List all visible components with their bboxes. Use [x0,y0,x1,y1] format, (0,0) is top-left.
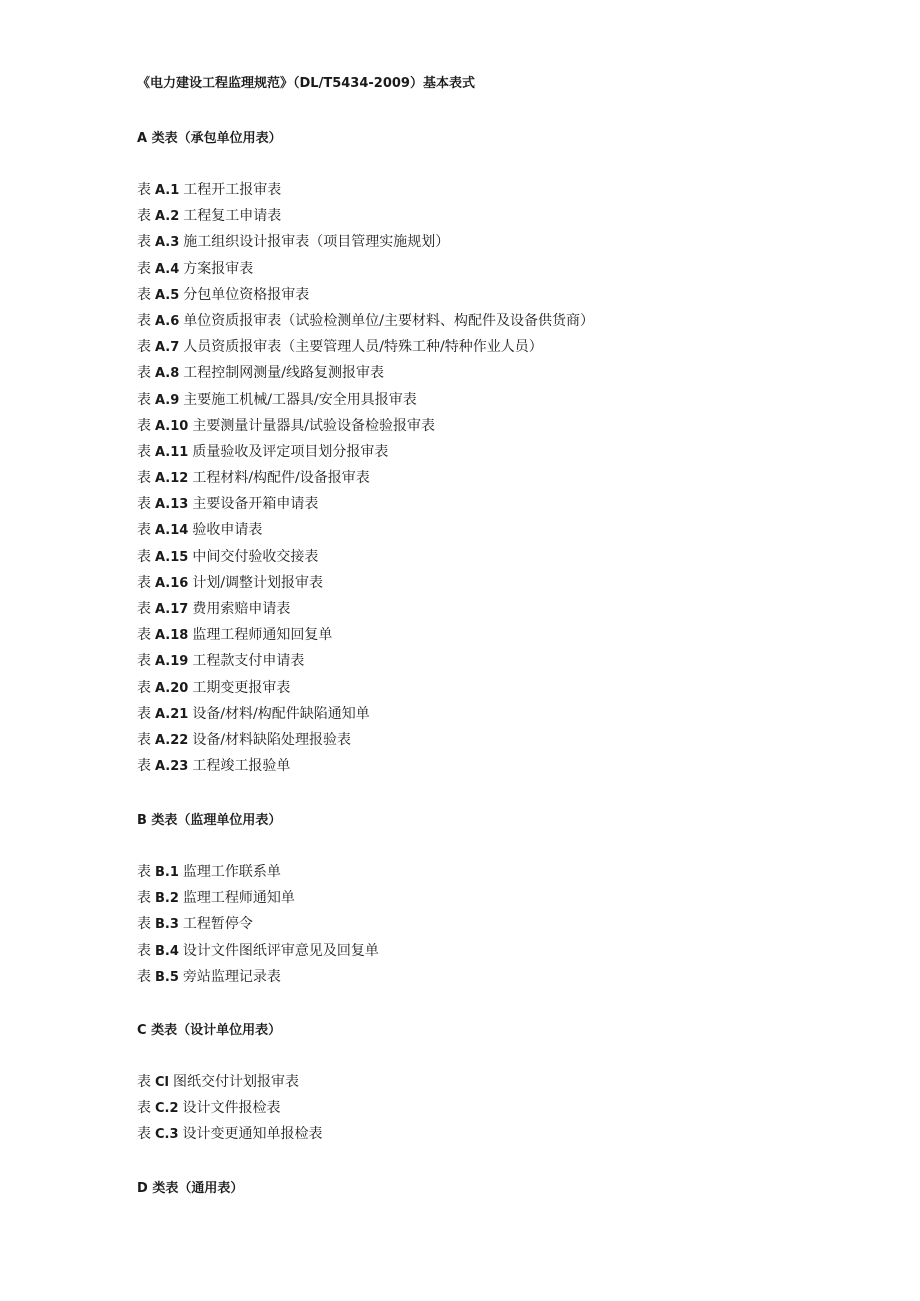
section-heading-a: A 类表（承包单位用表） [137,131,282,146]
item-name: 设备/材料/构配件缺陷通知单 [192,705,370,722]
item-name: 人员资质报审表（主要管理人员/特殊工种/特种作业人员） [183,339,543,356]
item-code: A.21 [155,706,189,722]
item-name: 工程竣工报验单 [192,758,291,775]
form-list-item [137,914,379,940]
item-prefix: 表 [137,391,151,408]
item-name: 图纸交付计划报审表 [173,1074,299,1090]
item-code: C.3 [155,1127,179,1143]
item-prefix: 表 [137,916,151,933]
item-name: 中间交付验收交接表 [192,548,319,565]
item-name: 旁站监理记录表 [182,968,281,985]
item-code: A.14 [155,523,189,539]
item-name: 设计文件图纸评审意见及回复单 [182,942,379,959]
item-prefix: 表 [137,731,151,748]
item-name: 工程控制网测量/线路复测报审表 [183,365,385,382]
form-list-item [137,180,594,206]
item-code: A.9 [155,392,180,408]
item-prefix: 表 [137,601,151,617]
item-name: 验收申请表 [192,522,263,539]
item-name: 计划/调整计划报审表 [192,574,324,591]
form-list-item [137,363,594,389]
section-heading-b: B 类表（监理单位用表） [137,813,282,828]
item-prefix: 表 [137,968,151,985]
item-name: 工程款支付申请表 [192,653,305,670]
form-list-item [137,416,594,442]
form-list-item [137,704,594,730]
form-list-item [137,1072,323,1098]
item-prefix: 表 [137,260,151,277]
item-code: B.1 [155,865,179,880]
item-name: 设备/材料缺陷处理报验表 [192,731,352,748]
section-heading-d: D 类表（通用表） [137,1181,244,1196]
item-name: 分包单位资格报审表 [183,286,310,303]
item-name: 工程开工报审表 [183,182,282,198]
item-code: A.16 [155,575,189,591]
item-prefix: 表 [137,286,151,303]
item-code: A.17 [155,602,189,617]
item-name: 主要测量计量器具/试验设备检验报审表 [192,417,436,434]
form-list-item [137,259,594,285]
item-code: A.23 [155,759,189,775]
item-code: A.10 [155,418,189,434]
form-list-item [137,730,594,756]
form-list-item [137,206,594,232]
form-list-item [137,862,379,888]
form-list-item [137,390,594,416]
form-list-item [137,442,594,468]
item-name: 施工组织设计报审表（项目管理实施规划） [183,234,450,251]
item-code: A.11 [155,444,189,460]
item-prefix: 表 [137,705,151,722]
item-name: 费用索赔申请表 [192,601,291,617]
item-prefix: 表 [137,365,151,382]
item-code: A.22 [155,732,189,748]
form-list-item [137,573,594,599]
item-name: 设计变更通知单报检表 [182,1126,323,1143]
form-list-item [137,285,594,311]
item-prefix: 表 [137,208,151,225]
item-prefix: 表 [137,1074,151,1090]
item-code: A.2 [155,209,180,225]
form-list-item [137,625,594,651]
item-prefix: 表 [137,653,151,670]
item-name: 主要设备开箱申请表 [192,496,319,513]
item-code: B.4 [155,943,179,959]
item-code: A.19 [155,654,189,670]
form-list-item [137,547,594,573]
item-name: 监理工作联系单 [182,864,281,880]
form-list-item [137,599,594,625]
item-code: A.18 [155,628,189,644]
item-name: 设计文件报检表 [182,1100,281,1117]
item-code: B.3 [155,917,179,933]
form-list-item [137,494,594,520]
item-prefix: 表 [137,234,151,251]
item-code: A.6 [155,313,180,329]
item-code: Cl [155,1075,169,1090]
item-prefix: 表 [137,942,151,959]
item-code: A.12 [155,471,189,487]
item-code: A.20 [155,680,189,696]
section-c-list [137,1072,323,1151]
item-prefix: 表 [137,417,151,434]
item-prefix: 表 [137,496,151,513]
item-name: 监理工程师通知回复单 [192,627,333,644]
item-prefix: 表 [137,548,151,565]
item-prefix: 表 [137,522,151,539]
form-list-item [137,520,594,546]
item-prefix: 表 [137,339,151,356]
item-name: 工程材料/构配件/设备报审表 [192,470,370,487]
item-code: A.8 [155,366,180,382]
item-prefix: 表 [137,443,151,460]
item-prefix: 表 [137,574,151,591]
section-heading-c: C 类表（设计单位用表） [137,1023,282,1038]
item-prefix: 表 [137,312,151,329]
item-name: 工期变更报审表 [192,679,291,696]
form-list-item [137,967,379,993]
form-list-item [137,651,594,677]
section-b-list [137,862,379,993]
form-list-item [137,468,594,494]
form-list-item [137,678,594,704]
item-prefix: 表 [137,758,151,775]
form-list-item [137,311,594,337]
form-list-item [137,232,594,258]
form-list-item [137,1098,323,1124]
item-name: 质量验收及评定项目划分报审表 [192,443,389,460]
item-code: A.13 [155,497,189,513]
item-code: C.2 [155,1101,179,1117]
section-a-list [137,180,594,782]
item-prefix: 表 [137,1100,151,1117]
item-code: B.5 [155,969,179,985]
item-code: B.2 [155,891,179,907]
item-prefix: 表 [137,679,151,696]
item-code: A.15 [155,549,189,565]
item-prefix: 表 [137,470,151,487]
item-prefix: 表 [137,864,151,880]
item-prefix: 表 [137,890,151,907]
form-list-item [137,941,379,967]
form-list-item [137,1124,323,1150]
item-code: A.4 [155,261,180,277]
form-list-item [137,756,594,782]
form-list-item [137,337,594,363]
item-prefix: 表 [137,1126,151,1143]
form-list-item [137,888,379,914]
item-prefix: 表 [137,182,151,198]
item-name: 方案报审表 [183,260,254,277]
item-name: 主要施工机械/工器具/安全用具报审表 [183,391,417,408]
item-prefix: 表 [137,627,151,644]
item-code: A.5 [155,287,180,303]
item-name: 工程复工申请表 [183,208,282,225]
item-name: 工程暂停令 [182,916,253,933]
document-title: 《电力建设工程监理规范》（DL/T5434-2009）基本表式 [137,76,475,91]
item-name: 监理工程师通知单 [182,890,295,907]
item-name: 单位资质报审表（试验检测单位/主要材料、构配件及设备供货商） [183,312,595,329]
item-code: A.3 [155,235,180,251]
item-code: A.1 [155,183,180,198]
item-code: A.7 [155,340,180,356]
